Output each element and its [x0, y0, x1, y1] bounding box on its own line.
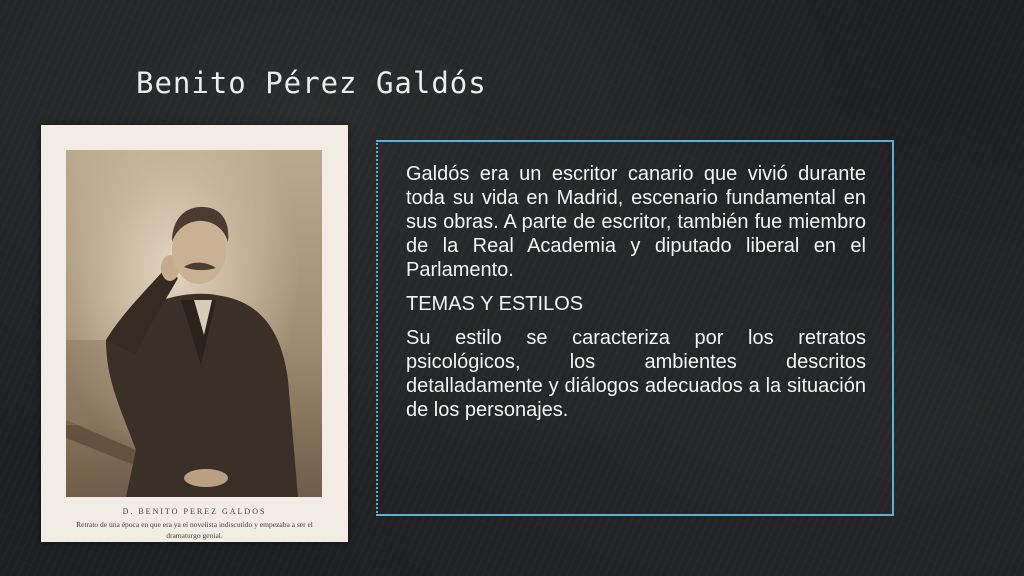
portrait-photo-card [41, 125, 348, 542]
biography-paragraph: Galdós era un escritor canario que vivió durante toda su vida en Madrid, escenario fundamental en sus obras. A parte de escritor, también fue miembro de la Real Academia y diputado liberal en el Parlamento. [406, 163, 866, 281]
panel-content [406, 162, 866, 432]
text-panel [376, 140, 894, 516]
slide-title: Benito Pérez Galdós [136, 66, 487, 100]
portrait-photo [66, 150, 322, 497]
section-heading: TEMAS Y ESTILOS [406, 293, 584, 315]
photo-caption-text: Retrato de una época en que era ya el novelista indiscutido y empezaba a ser el dramaturgo genial. [76, 520, 313, 540]
photo-caption-name: D. BENITO PEREZ GALDOS [122, 507, 267, 516]
portrait-image [66, 150, 322, 497]
style-paragraph: Su estilo se caracteriza por los retratos psicológicos, los ambientes descritos detalladamente y diálogos adecuados a la situación de los personajes. [406, 327, 866, 421]
